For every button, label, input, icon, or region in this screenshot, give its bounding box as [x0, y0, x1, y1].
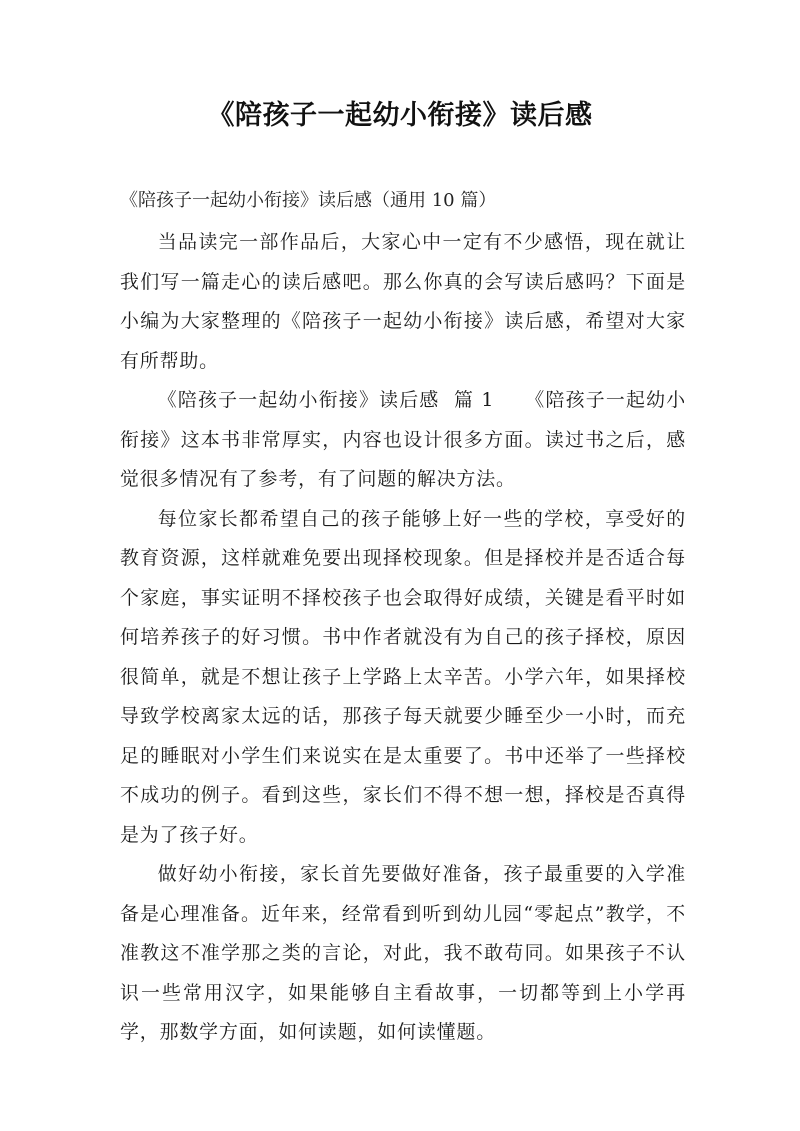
document-body	[120, 223, 686, 1053]
page-title: 《陪孩子一起幼小衔接》读后感	[207, 100, 593, 131]
paragraph-part-1: 《陪孩子一起幼小衔接》读后感 篇 1 《陪孩子一起幼小衔接》这本书非常厚实，内容也设计很多方面。读过书之后，感觉很多情况有了参考，有了问题的解决方法。	[120, 389, 686, 490]
document-subtitle: 《陪孩子一起幼小衔接》读后感（通用 10 篇）	[120, 190, 497, 211]
paragraph-preparation: 做好幼小衔接，家长首先要做好准备，孩子最重要的入学准备是心理准备。近年来，经常看到听到幼儿园“零起点”教学，不准教这不准学那之类的言论，对此，我不敢苟同。如果孩子不认识一些常用汉字，如果能够自主看故事，一切都等到上小学再学，那数学方面，如何读题，如何读懂题。	[120, 863, 686, 1043]
paragraph-school-choice: 每位家长都希望自己的孩子能够上好一些的学校，享受好的教育资源，这样就难免要出现择校现象。但是择校并是否适合每个家庭，事实证明不择校孩子也会取得好成绩，关键是看平时如何培养孩子的好习惯。书中作者就没有为自己的孩子择校，原因很简单，就是不想让孩子上学路上太辛苦。小学六年，如果择校导致学校离家太远的话，那孩子每天就要少睡至少一小时，而充足的睡眠对小学生们来说实在是太重要了。书中还举了一些择校不成功的例子。看到这些，家长们不得不想一想，择校是否真得是为了孩子好。	[120, 507, 686, 846]
paragraph-intro: 当品读完一部作品后，大家心中一定有不少感悟，现在就让我们写一篇走心的读后感吧。那么你真的会写读后感吗？下面是小编为大家整理的《陪孩子一起幼小衔接》读后感，希望对大家有所帮助。	[120, 231, 686, 372]
